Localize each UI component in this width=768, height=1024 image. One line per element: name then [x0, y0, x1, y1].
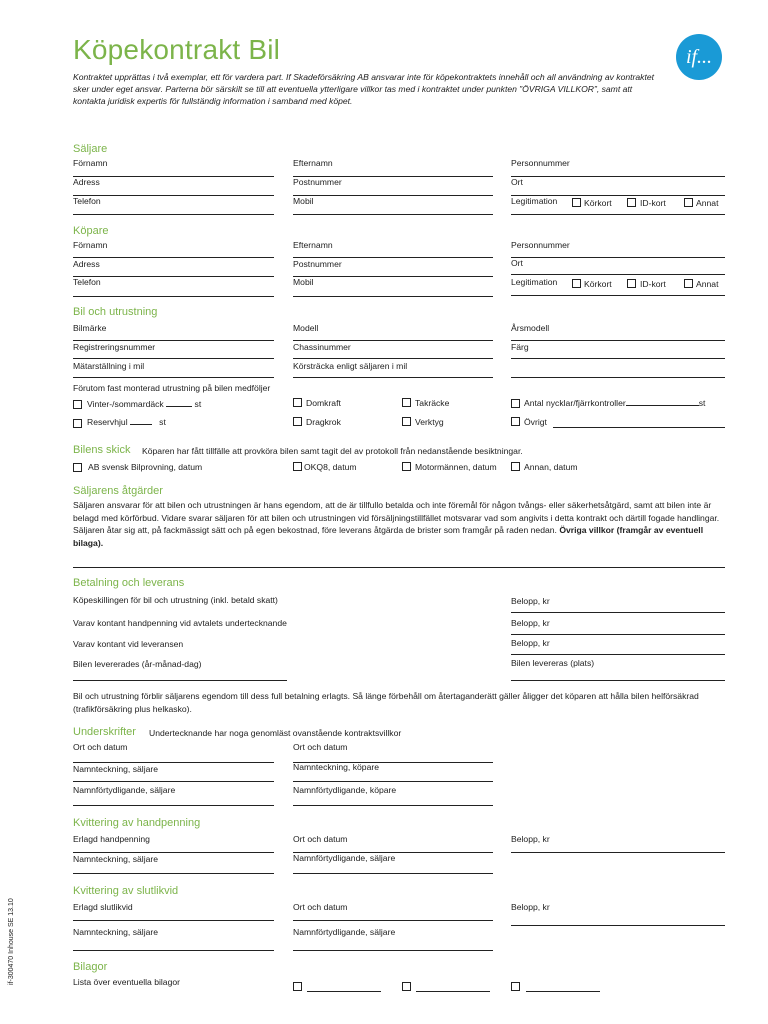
seller-phone-field[interactable]	[73, 214, 274, 215]
final-signature-field[interactable]	[73, 950, 274, 951]
equip-jack-label: Domkraft	[306, 398, 341, 408]
attachment-2-checkbox[interactable]	[402, 982, 411, 991]
section-title-seller: Säljare	[73, 143, 108, 155]
payment-price-label: Köpeskillingen för bil och utrustning (inkl. betald skatt)	[73, 595, 278, 605]
section-title-payment: Betalning och leverans	[73, 577, 185, 589]
car-chassis-label: Chassinummer	[293, 342, 351, 352]
sign-seller-place-field[interactable]	[73, 762, 274, 763]
buyer-address-label: Adress	[73, 259, 100, 269]
buyer-annat-label: Annat	[696, 279, 719, 289]
payment-place-field[interactable]	[511, 680, 725, 681]
buyer-city-label: Ort	[511, 258, 523, 268]
section-title-signatures: Underskrifter	[73, 726, 136, 738]
seller-postcode-field[interactable]	[293, 195, 493, 196]
sign-buyer-name-label: Namnförtydligande, köpare	[293, 785, 397, 795]
payment-cash-amount-label: Belopp, kr	[511, 638, 550, 648]
payment-delivered-label: Bilen levererades (år-månad-dag)	[73, 659, 202, 669]
seller-annat-label: Annat	[696, 198, 719, 208]
car-equipment-label: Förutom fast monterad utrustning på bilen medföljer	[73, 383, 271, 393]
section-title-final: Kvittering av slutlikvid	[73, 885, 179, 897]
equip-keys-checkbox[interactable]	[511, 399, 520, 408]
deposit-paid-label: Erlagd handpenning	[73, 834, 150, 844]
sign-buyer-name-field[interactable]	[293, 805, 493, 806]
section-title-buyer: Köpare	[73, 225, 109, 237]
car-mileage-field[interactable]	[293, 377, 493, 378]
payment-note: Bil och utrustning förblir säljarens egendom till dess full betalning erlagts. Så länge förbehåll om återtaganderätt gäller åligger det köparen att hålla bilen helförsäkrad (trafikförsäkring plus helkasko).	[73, 691, 699, 714]
car-model-field[interactable]	[293, 340, 493, 341]
car-regnr-field[interactable]	[73, 358, 274, 359]
equip-other-checkbox[interactable]	[511, 417, 520, 426]
buyer-firstname-label: Förnamn	[73, 240, 108, 250]
equip-roofrack-checkbox[interactable]	[402, 398, 411, 407]
attachment-2-field[interactable]	[416, 991, 490, 992]
buyer-korkort-label: Körkort	[584, 279, 612, 289]
deposit-paid-field[interactable]	[73, 852, 274, 853]
car-chassis-field[interactable]	[293, 358, 493, 359]
buyer-phone-label: Telefon	[73, 277, 101, 287]
car-model-label: Modell	[293, 323, 319, 333]
inspection-motormannen-checkbox[interactable]	[402, 462, 411, 471]
deposit-amount-label: Belopp, kr	[511, 834, 550, 844]
inspection-text: Köparen har fått tillfälle att provköra bilen samt tagit del av protokoll från nedanstående besiktningar.	[142, 446, 523, 456]
buyer-annat-checkbox[interactable]	[684, 279, 693, 288]
buyer-id-label: Legitimation	[511, 277, 558, 287]
measures-text: Säljaren ansvarar för att bilen och utrustningen är hans egendom, att de är tillfullo betalda och inte föremål för någon tvångs- eller säkerhetsåtgärd, samt att bilen inte är belagd med körförbud. Vidare svarar säljaren för att bilen och utrustningen vid försäljningstillfället motsvarar vad som angivits i detta kontrakt och därtill fogade handlingar. Säljaren åtar sig att, på fackmässigt sätt och på egen bekostnad, före leverans åtgärda de brister som framgår på raden nedan. Övriga villkor (framgår av eventuell bilaga).	[73, 500, 720, 548]
buyer-address-field[interactable]	[73, 276, 274, 277]
sign-buyer-place-label: Ort och datum	[293, 742, 348, 752]
inspection-other-checkbox[interactable]	[511, 462, 520, 471]
page-title: Köpekontrakt Bil	[73, 34, 281, 65]
inspection-bilprovning-checkbox[interactable]	[73, 463, 82, 472]
attachment-3-field[interactable]	[526, 991, 600, 992]
car-brand-label: Bilmärke	[73, 323, 107, 333]
buyer-idkort-checkbox[interactable]	[627, 279, 636, 288]
final-signature-label: Namnteckning, säljare	[73, 927, 159, 937]
section-title-inspection: Bilens skick	[73, 444, 131, 456]
payment-deposit-amount-field[interactable]	[511, 634, 725, 635]
inspection-okq8-checkbox[interactable]	[293, 462, 302, 471]
buyer-id-field[interactable]	[511, 295, 725, 296]
car-regnr-label: Registreringsnummer	[73, 342, 156, 352]
seller-idkort-label: ID-kort	[640, 198, 666, 208]
final-paid-label: Erlagd slutlikvid	[73, 902, 133, 912]
buyer-firstname-field[interactable]	[73, 257, 274, 258]
payment-deposit-label: Varav kontant handpenning vid avtalets undertecknande	[73, 618, 287, 628]
signatures-text: Undertecknande har noga genomläst ovanstående kontraktsvillkor	[149, 728, 402, 738]
inspection-bilprovning-label: AB svensk Bilprovning, datum	[88, 462, 203, 472]
final-paid-field[interactable]	[73, 920, 274, 921]
equip-towbar-checkbox[interactable]	[293, 417, 302, 426]
sign-seller-signature-label: Namnteckning, säljare	[73, 764, 159, 774]
seller-id-field[interactable]	[511, 214, 725, 215]
section-title-measures: Säljarens åtgärder	[73, 485, 163, 497]
car-color-field[interactable]	[511, 358, 725, 359]
car-mileage-label: Körsträcka enligt säljaren i mil	[293, 361, 408, 371]
sign-seller-name-label: Namnförtydligande, säljare	[73, 785, 176, 795]
equip-spare-label: Reservhjul st	[87, 417, 166, 427]
seller-personnummer-label: Personnummer	[511, 158, 570, 168]
sign-seller-name-field[interactable]	[73, 805, 274, 806]
seller-address-field[interactable]	[73, 195, 274, 196]
seller-korkort-label: Körkort	[584, 198, 612, 208]
car-brand-field[interactable]	[73, 340, 274, 341]
equip-keys-label: Antal nycklar/fjärrkontroller st	[524, 398, 706, 408]
equip-spare-checkbox[interactable]	[73, 419, 82, 428]
buyer-lastname-label: Efternamn	[293, 240, 333, 250]
seller-annat-checkbox[interactable]	[684, 198, 693, 207]
payment-place-label: Bilen levereras (plats)	[511, 658, 595, 668]
attachment-1-checkbox[interactable]	[293, 982, 302, 991]
seller-postcode-label: Postnummer	[293, 177, 342, 187]
sign-buyer-signature-field[interactable]	[293, 781, 493, 782]
payment-price-amount-label: Belopp, kr	[511, 596, 550, 606]
equip-jack-checkbox[interactable]	[293, 398, 302, 407]
buyer-korkort-checkbox[interactable]	[572, 279, 581, 288]
equip-tires-checkbox[interactable]	[73, 400, 82, 409]
deposit-place-label: Ort och datum	[293, 834, 348, 844]
car-odometer-label: Mätarställning i mil	[73, 361, 145, 371]
final-place-field[interactable]	[293, 920, 493, 921]
seller-lastname-label: Efternamn	[293, 158, 333, 168]
equip-towbar-label: Dragkrok	[306, 417, 341, 427]
buyer-city-field[interactable]	[511, 274, 725, 275]
deposit-amount-field[interactable]	[511, 852, 725, 853]
attachment-3-checkbox[interactable]	[511, 982, 520, 991]
buyer-postcode-field[interactable]	[293, 276, 493, 277]
payment-price-amount-field[interactable]	[511, 612, 725, 613]
equip-tires-label: Vinter-/sommardäck st	[87, 399, 202, 409]
attachment-1-field[interactable]	[307, 991, 381, 992]
final-amount-label: Belopp, kr	[511, 902, 550, 912]
seller-personnummer-field[interactable]	[511, 176, 725, 177]
seller-mobile-field[interactable]	[293, 214, 493, 215]
inspection-okq8-label: OKQ8, datum	[304, 462, 357, 472]
seller-address-label: Adress	[73, 177, 100, 187]
buyer-phone-field[interactable]	[73, 296, 274, 297]
inspection-other-label: Annan, datum	[524, 462, 578, 472]
section-title-car: Bil och utrustning	[73, 306, 158, 318]
deposit-name-field[interactable]	[293, 873, 493, 874]
car-year-label: Årsmodell	[511, 323, 550, 333]
seller-phone-label: Telefon	[73, 196, 101, 206]
intro-text: Kontraktet upprättas i två exemplar, ett för vardera part. If Skadeförsäkring AB ansvarar inte för köpekontraktets innehåll och all användning av kontraktet sker under eget ansvar. Parterna bör särskilt se till att eventuella ytterligare villkor tas med i kontraktet under punkten ”ÖVRIGA VILLKOR”, samt att kontakta juridisk expertis för fullständig information i samband med köpet.	[73, 72, 655, 106]
if-logo: if...	[676, 34, 722, 80]
payment-delivered-field[interactable]	[73, 680, 287, 681]
equip-tools-checkbox[interactable]	[402, 417, 411, 426]
equip-roofrack-label: Takräcke	[415, 398, 450, 408]
payment-cash-amount-field[interactable]	[511, 654, 725, 655]
final-name-field[interactable]	[293, 950, 493, 951]
sign-seller-place-label: Ort och datum	[73, 742, 128, 752]
seller-idkort-checkbox[interactable]	[627, 198, 636, 207]
buyer-personnummer-field[interactable]	[511, 257, 725, 258]
buyer-lastname-field[interactable]	[293, 257, 493, 258]
deposit-signature-field[interactable]	[73, 873, 274, 874]
equip-other-field[interactable]	[553, 427, 725, 428]
attachments-list-label: Lista över eventuella bilagor	[73, 977, 181, 987]
section-title-deposit: Kvittering av handpenning	[73, 817, 201, 829]
seller-korkort-checkbox[interactable]	[572, 198, 581, 207]
sign-seller-signature-field[interactable]	[73, 781, 274, 782]
equip-other-label: Övrigt	[524, 417, 547, 427]
car-odometer-field[interactable]	[73, 377, 274, 378]
payment-deposit-amount-label: Belopp, kr	[511, 618, 550, 628]
car-year-field[interactable]	[511, 340, 725, 341]
payment-cash-label: Varav kontant vid leveransen	[73, 639, 184, 649]
seller-mobile-label: Mobil	[293, 196, 314, 206]
form-code: if-300470 Inhouse SE 13.10	[8, 898, 15, 985]
sign-buyer-signature-label: Namnteckning, köpare	[293, 762, 379, 772]
final-place-label: Ort och datum	[293, 902, 348, 912]
buyer-postcode-label: Postnummer	[293, 259, 342, 269]
equip-tools-label: Verktyg	[415, 417, 444, 427]
car-extra-field[interactable]	[511, 377, 725, 378]
deposit-signature-label: Namnteckning, säljare	[73, 854, 159, 864]
seller-id-label: Legitimation	[511, 196, 558, 206]
seller-city-label: Ort	[511, 177, 523, 187]
buyer-personnummer-label: Personnummer	[511, 240, 570, 250]
final-name-label: Namnförtydligande, säljare	[293, 927, 396, 937]
seller-firstname-field[interactable]	[73, 176, 274, 177]
section-title-attachments: Bilagor	[73, 961, 108, 973]
seller-firstname-label: Förnamn	[73, 158, 108, 168]
measures-field[interactable]	[73, 567, 725, 568]
car-color-label: Färg	[511, 342, 529, 352]
buyer-idkort-label: ID-kort	[640, 279, 666, 289]
deposit-name-label: Namnförtydligande, säljare	[293, 853, 396, 863]
inspection-motormannen-label: Motormännen, datum	[415, 462, 497, 472]
buyer-mobile-label: Mobil	[293, 277, 314, 287]
buyer-mobile-field[interactable]	[293, 296, 493, 297]
final-amount-field[interactable]	[511, 925, 725, 926]
